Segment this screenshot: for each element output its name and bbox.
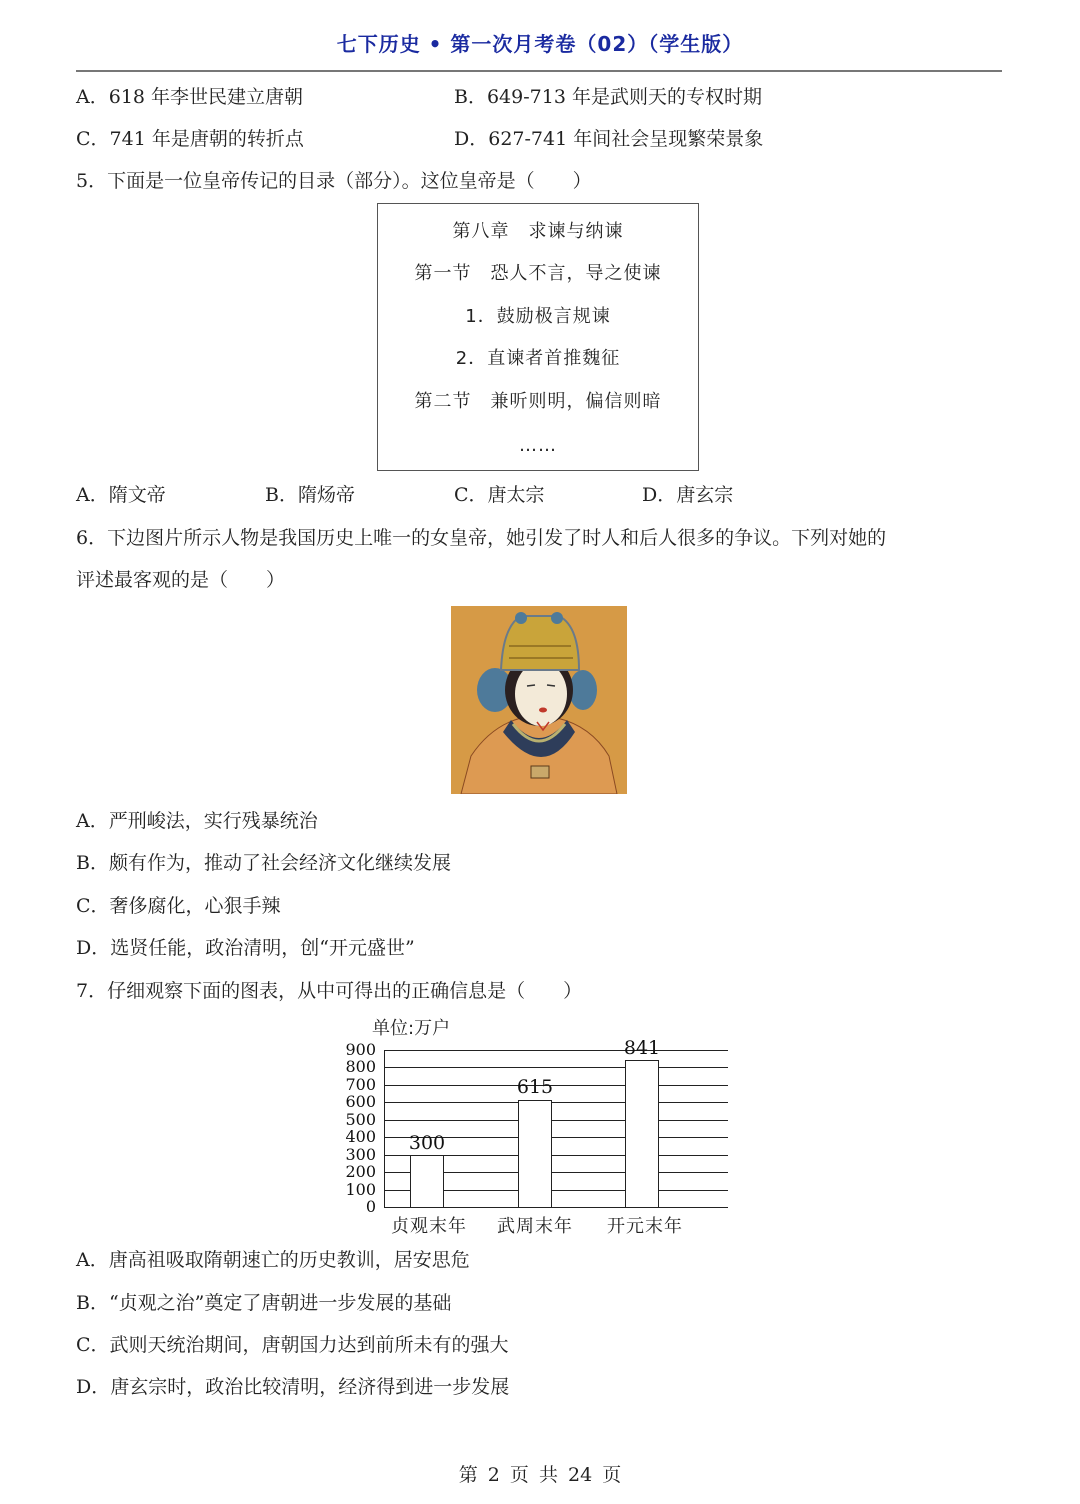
- x-category: 贞观末年: [391, 1216, 467, 1237]
- option-label: C．: [76, 1334, 110, 1356]
- option-label: B．: [265, 484, 298, 506]
- y-tick: 600: [345, 1092, 376, 1111]
- x-category: 武周末年: [497, 1216, 573, 1237]
- option-label: B．: [76, 852, 109, 874]
- y-tick: 500: [345, 1110, 376, 1129]
- empress-portrait-image: [451, 606, 627, 794]
- option-text: 严刑峻法，实行残暴统治: [108, 810, 318, 832]
- option-a: [76, 808, 318, 834]
- page-title: 七下历史 • 第一次月考卷（02）（学生版）: [336, 32, 744, 56]
- question-stem-line-1: 6．下边图片所示人物是我国历史上唯一的女皇帝，她引发了时人和后人很多的争议。下列对她的: [76, 527, 887, 549]
- option-d: [76, 935, 415, 961]
- y-axis: [384, 1050, 385, 1208]
- portrait-illustration-icon: [451, 606, 627, 794]
- option-c: [76, 1332, 509, 1358]
- x-axis: [384, 1207, 728, 1208]
- option-label: C．: [76, 895, 110, 917]
- option-text: 唐高祖吸取隋朝速亡的历史教训，居安思危: [108, 1249, 470, 1271]
- option-text: 741 年是唐朝的转折点: [109, 128, 304, 150]
- option-d: [454, 126, 763, 152]
- option-label: D．: [454, 128, 489, 150]
- option-c: [76, 893, 281, 919]
- option-label: A．: [76, 1249, 109, 1271]
- option-text: 627-741 年间社会呈现繁荣景象: [488, 128, 764, 150]
- toc-line: 2．直谏者首推魏征: [455, 348, 621, 369]
- bar-value-label: 841: [623, 1037, 661, 1059]
- toc-line: 第二节 兼听则明，偏信则暗: [414, 391, 662, 412]
- y-tick: 0: [365, 1197, 376, 1216]
- option-text: 618 年李世民建立唐朝: [108, 86, 304, 108]
- y-tick: 400: [345, 1127, 376, 1146]
- toc-line: 1．鼓励极言规谏: [465, 306, 611, 327]
- option-text: 颇有作为，推动了社会经济文化继续发展: [108, 852, 451, 874]
- toc-line: 第一节 恐人不言，导之使谏: [414, 263, 662, 284]
- option-text: 唐太宗: [487, 484, 545, 506]
- option-text: 649-713 年是武则天的专权时期: [486, 86, 762, 108]
- option-d: [76, 1374, 509, 1400]
- option-label: D．: [642, 484, 677, 506]
- option-label: B．: [454, 86, 487, 108]
- y-tick: 900: [345, 1040, 376, 1059]
- header-divider: [76, 70, 1002, 72]
- option-b: [76, 1290, 451, 1316]
- option-a: [76, 482, 166, 508]
- option-text: 隋文帝: [108, 484, 166, 506]
- y-tick: 100: [345, 1180, 376, 1199]
- y-tick: 300: [345, 1145, 376, 1164]
- option-b: [265, 482, 355, 508]
- question-stem: 5．下面是一位皇帝传记的目录（部分）。这位皇帝是（ ）: [76, 170, 592, 192]
- biography-toc-box: [377, 203, 699, 471]
- bar-zhenguan: [410, 1155, 444, 1207]
- households-bar-chart: [330, 1010, 750, 1240]
- question-stem-line-2: 评述最客观的是（ ）: [76, 569, 286, 591]
- option-label: B．: [76, 1292, 109, 1314]
- option-text: 选贤任能，政治清明，创“开元盛世”: [110, 937, 415, 959]
- option-a: [76, 84, 303, 110]
- gridline: [384, 1102, 728, 1103]
- x-category: 开元末年: [607, 1216, 683, 1237]
- toc-line: ……: [519, 435, 557, 456]
- option-b: [76, 850, 451, 876]
- option-c: [76, 126, 304, 152]
- option-label: C．: [454, 484, 488, 506]
- option-a: [76, 1247, 470, 1273]
- option-label: D．: [76, 937, 111, 959]
- option-text: 奢侈腐化，心狠手辣: [109, 895, 281, 917]
- option-text: “贞观之治”奠定了唐朝进一步发展的基础: [108, 1292, 452, 1314]
- option-label: D．: [76, 1376, 111, 1398]
- y-tick: 200: [345, 1162, 376, 1181]
- option-c: [454, 482, 545, 508]
- chart-unit-label: 单位:万户: [372, 1018, 451, 1039]
- option-label: A．: [76, 484, 109, 506]
- option-d: [642, 482, 733, 508]
- bar-kaiyuan: [625, 1060, 659, 1207]
- bar-value-label: 300: [408, 1132, 446, 1154]
- bar-wuzhou: [518, 1100, 552, 1207]
- option-label: A．: [76, 86, 109, 108]
- option-text: 唐玄宗: [676, 484, 734, 506]
- option-label: C．: [76, 128, 110, 150]
- page-number: 第 2 页 共 24 页: [458, 1464, 622, 1486]
- question-stem: 7．仔细观察下面的图表，从中可得出的正确信息是（ ）: [76, 980, 583, 1002]
- y-tick: 700: [345, 1075, 376, 1094]
- option-b: [454, 84, 762, 110]
- option-text: 隋炀帝: [297, 484, 355, 506]
- gridline: [384, 1067, 728, 1068]
- option-text: 唐玄宗时，政治比较清明，经济得到进一步发展: [110, 1376, 510, 1398]
- option-text: 武则天统治期间，唐朝国力达到前所未有的强大: [109, 1334, 509, 1356]
- toc-line: 第八章 求谏与纳谏: [452, 221, 624, 242]
- bar-value-label: 615: [516, 1076, 554, 1098]
- y-tick: 800: [345, 1057, 376, 1076]
- option-label: A．: [76, 810, 109, 832]
- gridline: [384, 1120, 728, 1121]
